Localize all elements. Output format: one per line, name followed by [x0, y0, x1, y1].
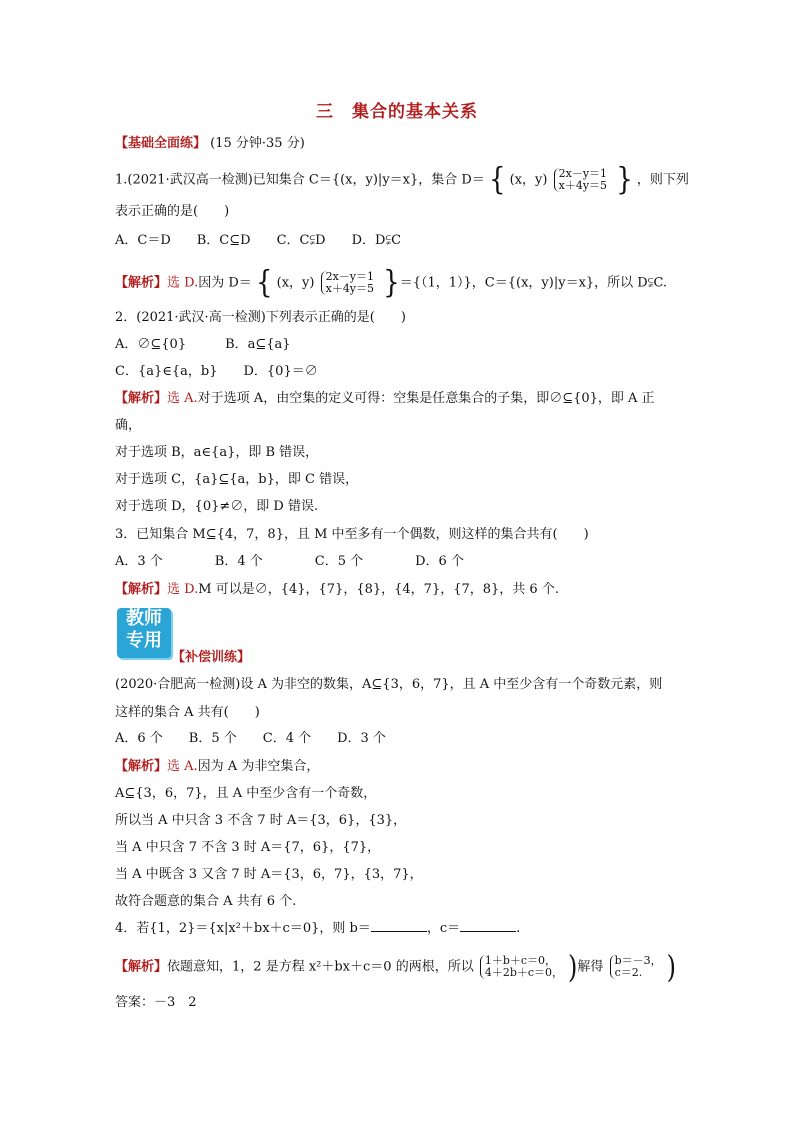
analysis-tag: 【解析】: [115, 582, 168, 597]
supplement-tag: [172, 648, 372, 668]
answer-choice: 选 A.: [167, 759, 198, 774]
answer-3: [115, 580, 685, 600]
a1-equation-system: [321, 271, 377, 295]
a4-text-a: 依题意知，1，2 是方程 x²＋bx＋c＝0 的两根，所以: [167, 959, 474, 975]
answer-1: [115, 265, 685, 301]
page-title: 三 集合的基本关系: [316, 102, 478, 122]
answer-choice: 选 D.: [167, 582, 199, 597]
a1-set-pre: (x，y): [276, 275, 315, 291]
supplement-answer-line-6: 故符合题意的集合 A 共有 6 个.: [115, 894, 297, 909]
final-answer: 答案：－3 2: [115, 995, 197, 1010]
teacher-only-badge-icon: [117, 608, 171, 658]
analysis-tag: 【解析】: [115, 391, 168, 406]
question-2-options-cd: C．{a}∈{a，b} D．{0}＝∅: [115, 364, 318, 379]
supplement-answer-line-4: 当 A 中只含 7 不含 3 时 A＝{7，6}，{7}，: [115, 840, 381, 855]
right-paren: ): [666, 948, 676, 986]
q4-text-a: 4．若{1，2}＝{x|x²＋bx＋c＝0}，则 b＝: [115, 921, 371, 936]
q1-set-pre: (x，y): [509, 172, 548, 188]
q4-text-b: ，c＝: [426, 921, 461, 936]
question-1-line-1: [115, 162, 689, 198]
badge-line-2: 专用: [126, 630, 162, 651]
answer-blank-b: [371, 919, 427, 932]
q1-text-a: 1.(2021·武汉高一检测)已知集合 C＝{(x，y)|y＝x}，集合 D＝: [115, 172, 485, 188]
q4-text-c: .: [516, 921, 521, 936]
left-brace: {: [255, 265, 273, 301]
q1-eq-1: 2x－y＝1: [558, 167, 608, 180]
a4-eq-1: 1＋b＋c＝0，: [484, 954, 557, 967]
question-3-stem: 3．已知集合 M⊆{4，7，8}，且 M 中至多有一个偶数，则这样的集合共有( ): [115, 527, 589, 542]
answer-2-line-3: 对于选项 B，a∈{a}，即 B 错误，: [115, 445, 319, 460]
supplement-answer-line-5: 当 A 中既含 3 又含 7 时 A＝{3，6，7}，{3，7}，: [115, 867, 423, 882]
a4-eq-2: 4＋2b＋c＝0，: [484, 966, 564, 979]
q1-eq-2: x＋4y＝5: [558, 179, 608, 192]
supplement-question-line-2: 这样的集合 A 共有( ): [115, 705, 260, 720]
a1-text-b: ＝{（1，1）}，C＝{(x，y)|y＝x}，所以 D⫋C.: [399, 275, 668, 291]
a4-equation-system: [480, 955, 566, 979]
answer-2-line-1: [115, 389, 685, 409]
answer-2-line-4: 对于选项 C，{a}⊆{a，b}，即 C 错误，: [115, 472, 359, 487]
a4-solution-system: [610, 955, 665, 979]
supplement-question-options: A．6 个 B．5 个 C．4 个 D．3 个: [115, 731, 386, 746]
answer-choice: 选 A.: [167, 391, 198, 406]
a1-eq-1: 2x－y＝1: [325, 270, 375, 283]
answer-blank-c: [460, 919, 516, 932]
answer-2-line-5: 对于选项 D，{0}≠∅，即 D 错误.: [115, 499, 319, 514]
supplement-tag-text: 【补偿训练】: [172, 650, 251, 665]
right-brace: }: [383, 265, 400, 301]
question-3-options: A．3 个 B．4 个 C．5 个 D．6 个: [115, 554, 464, 569]
analysis-tag: 【解析】: [115, 275, 168, 291]
as-text: 因为 A 为非空集合，: [197, 759, 320, 774]
q1-equation-system: [554, 168, 610, 192]
a4-text-b: 解得: [577, 959, 604, 975]
question-1-options: A．C＝D B．C⊆D C．C⫋D D．D⫋C: [115, 233, 402, 248]
section-header: [115, 134, 685, 154]
a3-text: M 可以是∅，{4}，{7}，{8}，{4，7}，{7，8}，共 6 个.: [198, 582, 559, 597]
answer-choice: 选 D.: [167, 275, 199, 291]
right-brace: }: [616, 162, 633, 198]
analysis-tag: 【解析】: [115, 959, 168, 975]
answer-4: [115, 948, 685, 986]
question-1-line-2: 表示正确的是( ): [115, 204, 230, 219]
question-2-options-ab: A．∅⊆{0} B．a⊆{a}: [115, 337, 291, 352]
answer-2-line-2: 确，: [115, 418, 142, 433]
a1-eq-2: x＋4y＝5: [325, 282, 375, 295]
q1-text-b: ，则下列: [636, 172, 689, 188]
right-paren: ): [568, 948, 578, 986]
question-2-stem: 2．(2021·武汉·高一检测)下列表示正确的是( ): [115, 310, 406, 325]
a4-sol-2: c＝2.: [614, 966, 643, 979]
supplement-answer-line-1: [115, 757, 685, 777]
analysis-tag: 【解析】: [115, 759, 168, 774]
question-4-stem: [115, 919, 685, 939]
supplement-question-line-1: (2020·合肥高一检测)设 A 为非空的数集，A⊆{3，6，7}，且 A 中至少含有一个奇数元素，则: [115, 677, 663, 692]
a2-text: 对于选项 A，由空集的定义可得：空集是任意集合的子集，即∅⊆{0}，即 A 正: [197, 391, 655, 406]
badge-line-1: 教师: [126, 608, 162, 629]
supplement-answer-line-2: A⊆{3，6，7}，且 A 中至少含有一个奇数，: [115, 786, 377, 801]
section-tag: 【基础全面练】: [115, 136, 207, 151]
left-brace: {: [488, 162, 506, 198]
a1-text-a: 因为 D＝: [198, 275, 252, 291]
a4-sol-1: b＝－3，: [614, 954, 662, 967]
section-meta: (15 分钟·35 分): [210, 136, 305, 151]
supplement-answer-line-3: 所以当 A 中只含 3 不含 7 时 A＝{3，6}，{3}，: [115, 813, 407, 828]
